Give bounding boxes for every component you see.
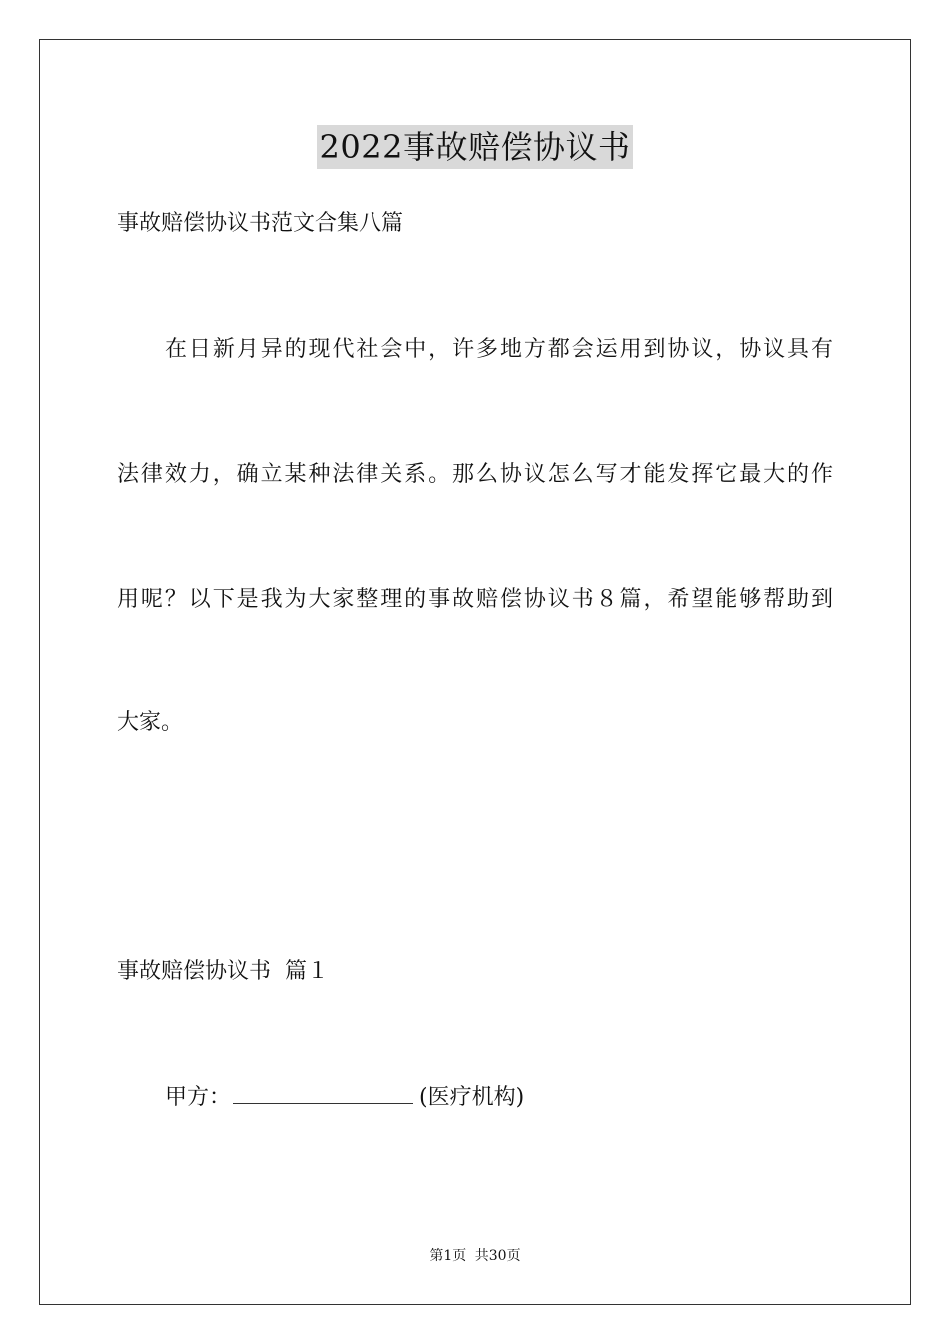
title-container bbox=[0, 125, 950, 169]
paragraph-line-2: 法律效力，确立某种法律关系。那么协议怎么写才能发挥它最大的作 bbox=[117, 462, 833, 487]
party-a-line bbox=[165, 1081, 524, 1113]
page-number: 第1页 bbox=[429, 1248, 467, 1264]
page-total: 共30页 bbox=[474, 1248, 521, 1264]
paragraph-line-4: 大家。 bbox=[117, 710, 184, 735]
section-heading: 事故赔偿协议书 篇１ bbox=[117, 959, 329, 984]
paragraph-line-3: 用呢？以下是我为大家整理的事故赔偿协议书８篇，希望能够帮助到 bbox=[117, 587, 833, 612]
document-subtitle: 事故赔偿协议书范文合集八篇 bbox=[117, 211, 404, 236]
party-a-blank bbox=[233, 1081, 413, 1104]
document-title: 2022事故赔偿协议书 bbox=[317, 125, 634, 169]
party-a-note: (医疗机构) bbox=[419, 1085, 525, 1110]
party-a-label: 甲方： bbox=[165, 1085, 232, 1110]
paragraph-line-1: 在日新月异的现代社会中，许多地方都会运用到协议，协议具有 bbox=[165, 337, 833, 362]
page-footer bbox=[0, 1246, 950, 1266]
